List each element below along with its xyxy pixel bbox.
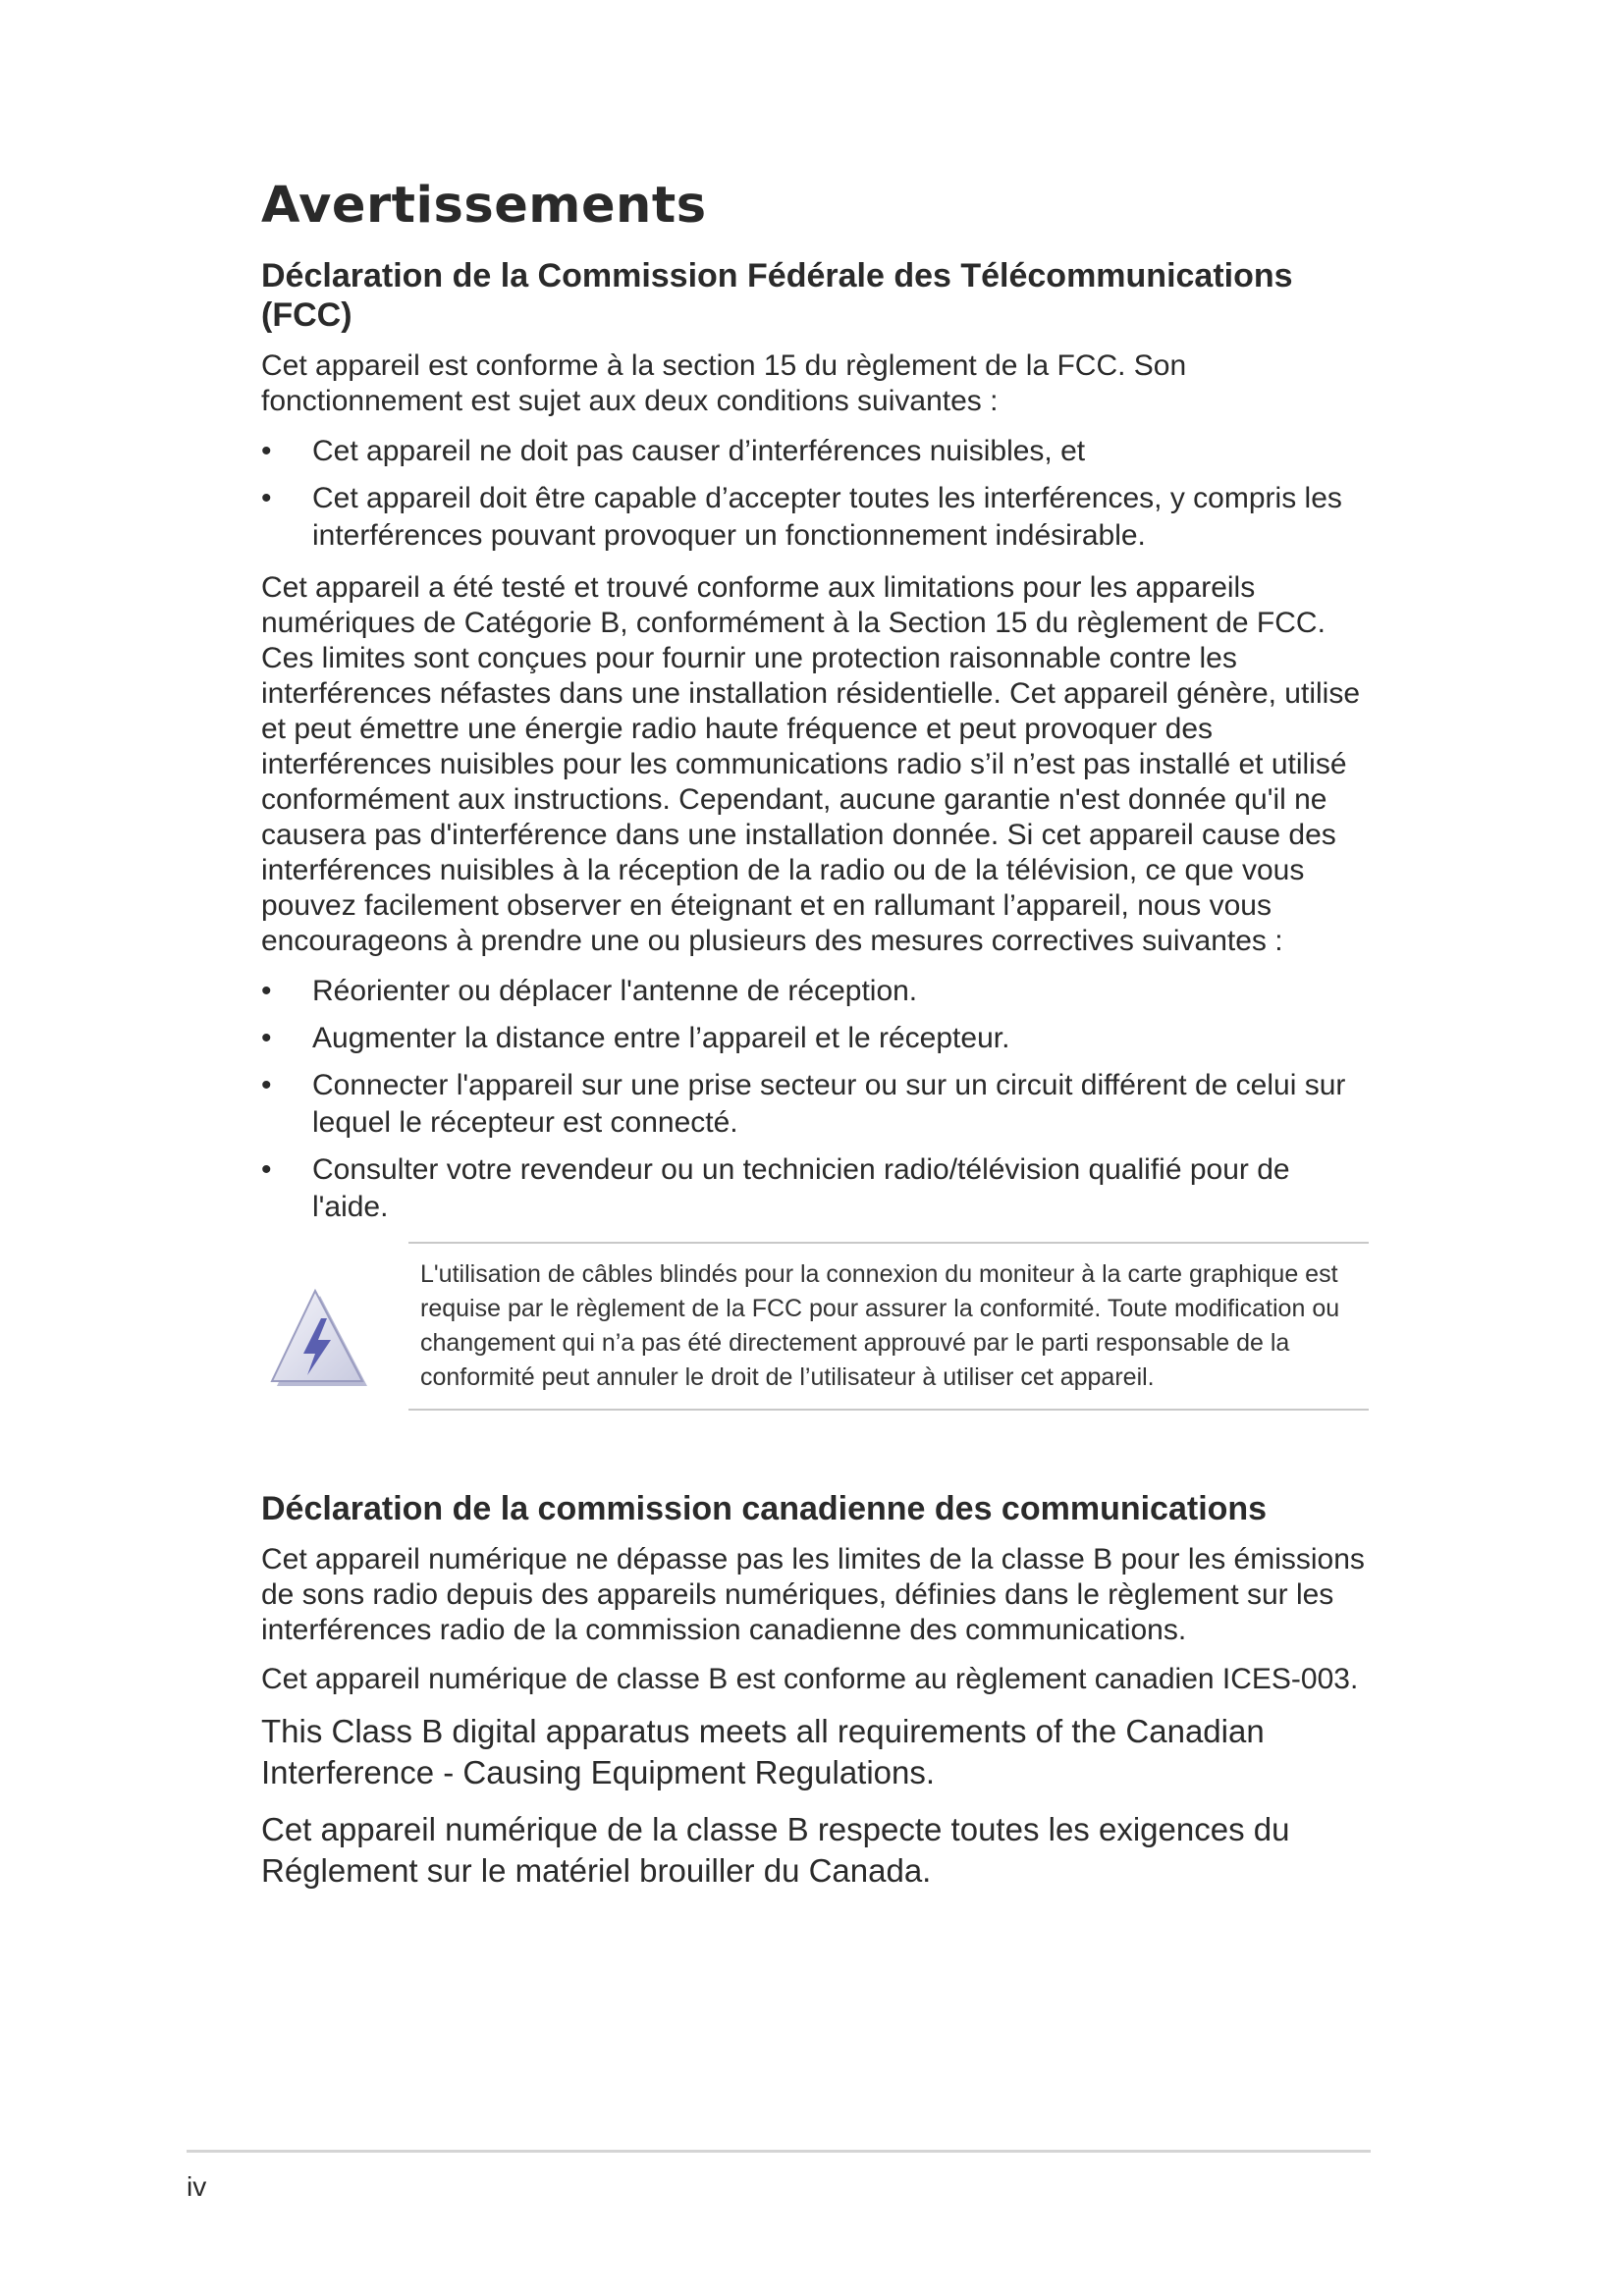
- canada-paragraph: Cet appareil numérique de classe B est conforme au règlement canadien ICES-003.: [261, 1663, 1359, 1695]
- list-item: • Cet appareil ne doit pas causer d’interférences nuisibles, et: [261, 433, 1371, 470]
- document-page: [261, 177, 1371, 1907]
- canada-section: [261, 1489, 1371, 1892]
- warning-lightning-icon: [266, 1285, 374, 1393]
- page-title: Avertissements: [261, 177, 707, 235]
- list-item: • Connecter l'appareil sur une prise secteur ou sur un circuit différent de celui sur lequel le récepteur est connecté.: [261, 1067, 1371, 1142]
- page-number: iv: [187, 2171, 207, 2202]
- canada-heading: Déclaration de la commission canadienne des communications: [261, 1490, 1268, 1527]
- canada-paragraph: Cet appareil numérique ne dépasse pas les limites de la classe B pour les émissions de sons radio depuis des appareils numériques, définies dans le règlement sur les interférences radio de la commission canadienne des communications.: [261, 1543, 1365, 1646]
- canada-paragraph-en: This Class B digital apparatus meets all requirements of the Canadian Interference - Causing Equipment Regulations.: [261, 1713, 1265, 1790]
- footer-divider: [187, 2150, 1371, 2153]
- fcc-intro: Cet appareil est conforme à la section 15 du règlement de la FCC. Son fonctionnement est sujet aux deux conditions suivantes :: [261, 349, 1187, 417]
- list-item: • Consulter votre revendeur ou un technicien radio/télévision qualifié pour de l'aide.: [261, 1151, 1371, 1226]
- fcc-measures-list: [261, 973, 1371, 1226]
- fcc-section: [261, 256, 1371, 1411]
- fcc-conditions-list: [261, 433, 1371, 555]
- fcc-heading: Déclaration de la Commission Fédérale des Télécommunications (FCC): [261, 257, 1293, 334]
- warning-note: [408, 1242, 1369, 1411]
- list-item: • Augmenter la distance entre l’appareil et le récepteur.: [261, 1020, 1371, 1057]
- canada-paragraph-fr: Cet appareil numérique de la classe B respecte toutes les exigences du Réglement sur le matériel brouiller du Canada.: [261, 1811, 1290, 1889]
- fcc-body: Cet appareil a été testé et trouvé conforme aux limitations pour les appareils numériques de Catégorie B, conformément à la Section 15 du règlement de FCC. Ces limites sont conçues pour fournir une protection raisonnable contre les interférences néfastes dans une installation résidentielle. Cet appareil génère, utilise et peut émettre une énergie radio haute fréquence et peut provoquer des interférences nuisibles pour les communications radio s’il n’est pas installé et utilisé conformément aux instructions. Cependant, aucune garantie n'est donnée qu'il ne causera pas d'interférence dans une installation donnée. Si cet appareil cause des interférences nuisibles à la réception de la radio ou de la télévision, ce que vous pouvez facilement observer en éteignant et en rallumant l’appareil, nous vous encourageons à prendre une ou plusieurs des mesures correctives suivantes :: [261, 571, 1361, 957]
- warning-text: L'utilisation de câbles blindés pour la connexion du moniteur à la carte graphique est requise par le règlement de la FCC pour assurer la conformité. Toute modification ou changement qui n’a pas été directement approuvé par le parti responsable de la conformité peut annuler le droit de l’utilisateur à utiliser cet appareil.: [420, 1260, 1340, 1391]
- list-item: • Réorienter ou déplacer l'antenne de réception.: [261, 973, 1371, 1010]
- list-item: • Cet appareil doit être capable d’accepter toutes les interférences, y compris les interférences pouvant provoquer un fonctionnement indésirable.: [261, 480, 1371, 555]
